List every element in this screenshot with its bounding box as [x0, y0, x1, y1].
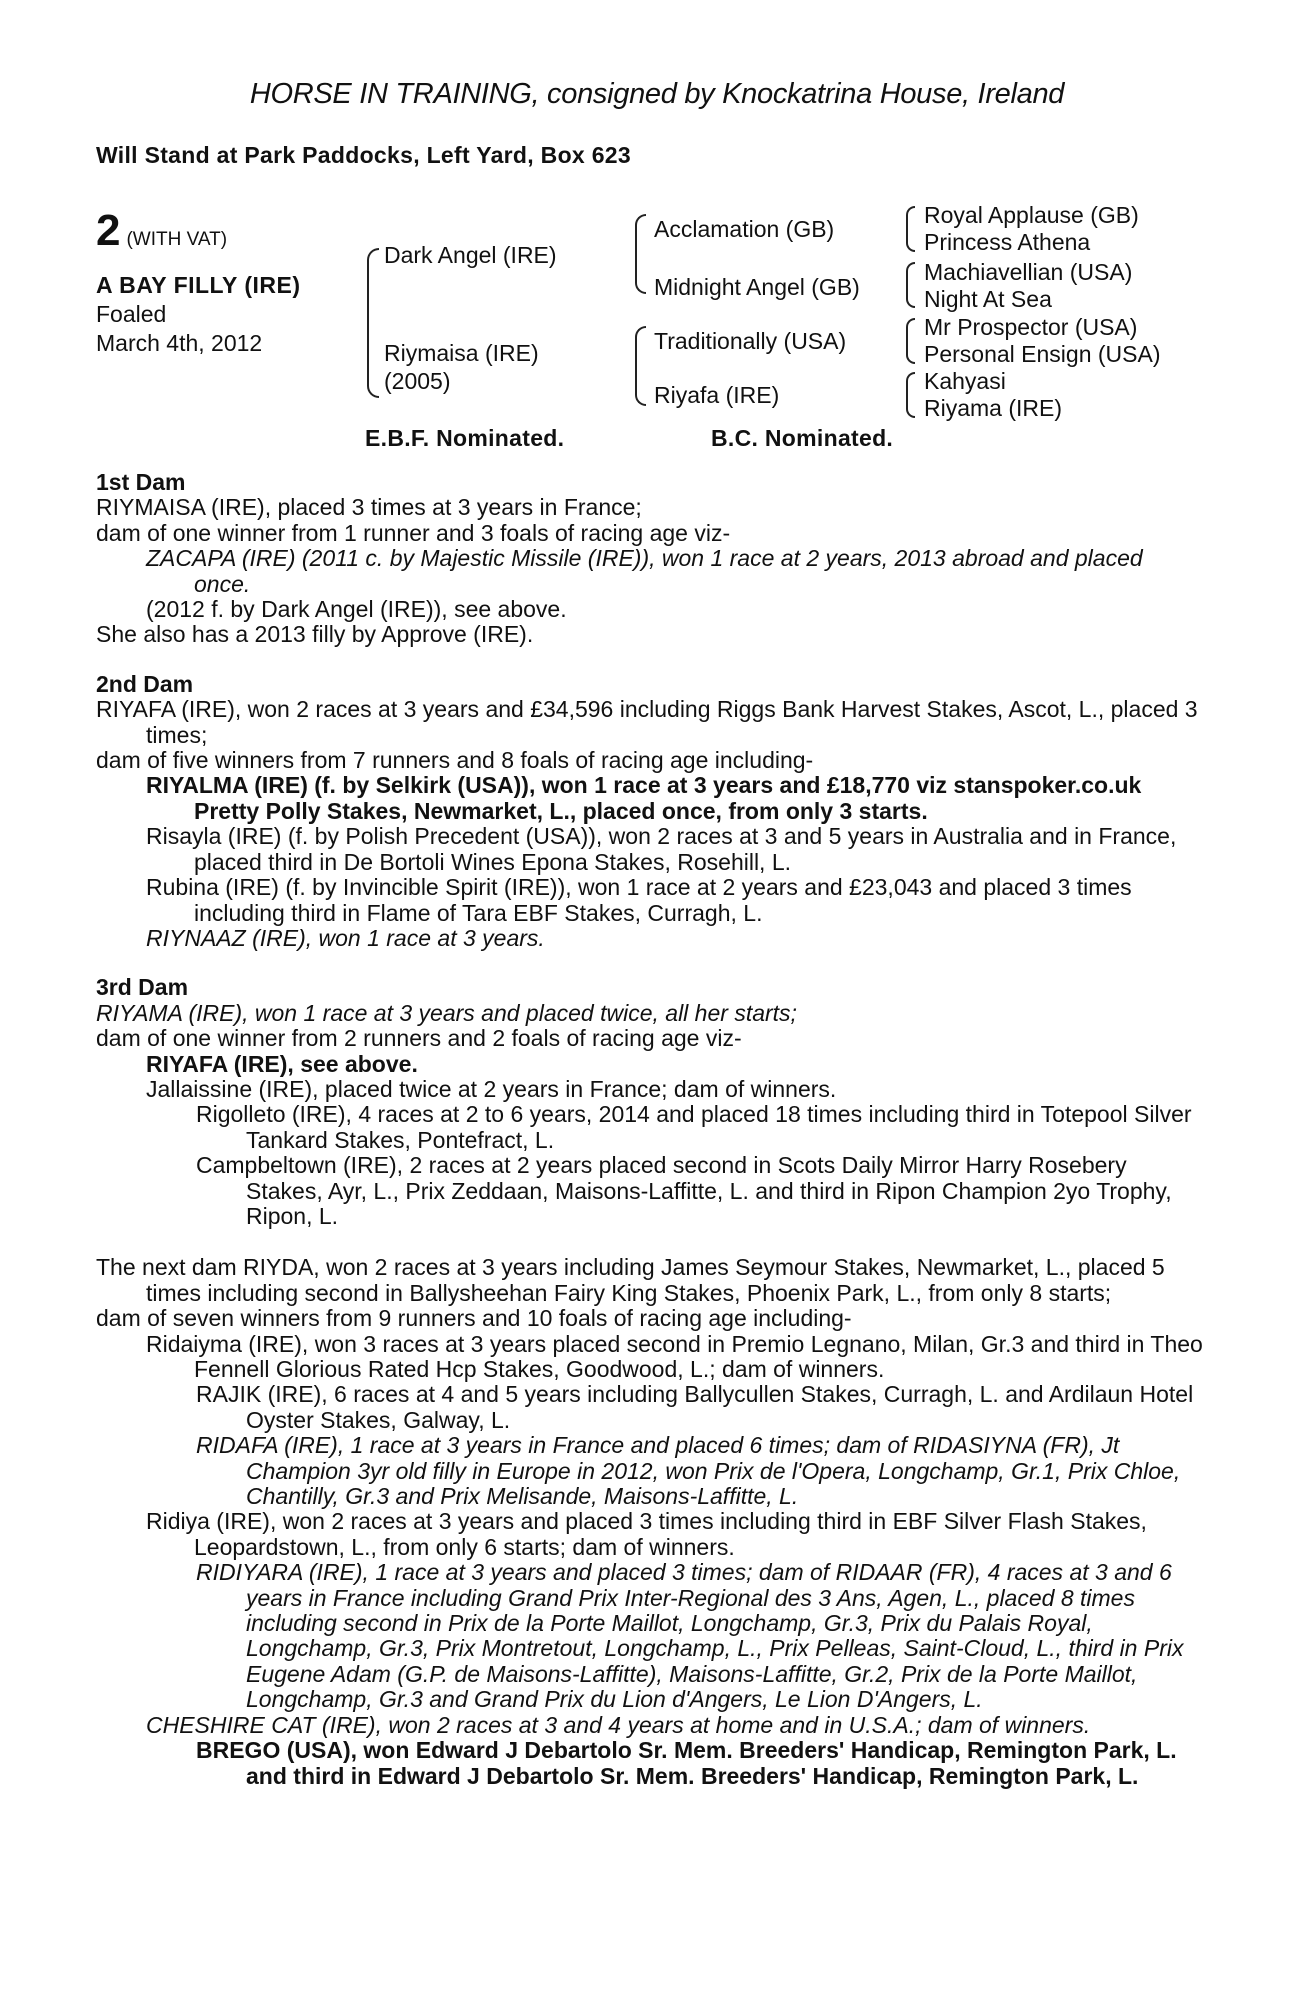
next-dam-foal: CHESHIRE CAT (IRE), won 2 races at 3 and 4 years at home and in U.S.A.; dam of winners. — [146, 1711, 1091, 1738]
pedigree-brace-3b — [906, 262, 915, 308]
pedigree-sds: Machiavellian (USA) — [924, 259, 1133, 285]
foaled-date: March 4th, 2012 — [96, 330, 263, 356]
second-dam-title: 2nd Dam — [96, 670, 194, 697]
pedigree-sdd: Night At Sea — [924, 286, 1052, 312]
first-dam-line: RIYMAISA (IRE), placed 3 times at 3 years in France; — [96, 494, 642, 521]
third-dam-line: RIYAMA (IRE), won 1 race at 3 years and placed twice, all her starts; — [96, 999, 797, 1026]
third-dam-foal: Jallaissine (IRE), placed twice at 2 years in France; dam of winners. — [146, 1075, 837, 1102]
consignor-banner: HORSE IN TRAINING, consigned by Knockatrina House, Ireland — [249, 78, 1065, 110]
next-dam-foal: Ridiya (IRE), won 2 races at 3 years and placed 3 times including third in EBF Silver Flash Stakes, Leopardstown, L., from only 6 starts; dam of winners. — [146, 1508, 1147, 1560]
pedigree-brace-3d — [906, 372, 915, 418]
pedigree-brace-1 — [367, 248, 379, 398]
first-dam-foal: ZACAPA (IRE) (2011 c. by Majestic Missile (IRE)), won 1 race at 2 years, 2013 abroad and placed once. — [146, 545, 1143, 597]
pedigree-dam-sire: Traditionally (USA) — [654, 328, 847, 354]
next-dam-line: dam of seven winners from 9 runners and 10 foals of racing age including- — [96, 1305, 852, 1332]
bc-nominated: B.C. Nominated. — [711, 425, 894, 451]
pedigree-ddd: Riyama (IRE) — [924, 395, 1063, 421]
third-dam-grandfoal: Campbeltown (IRE), 2 races at 2 years placed second in Scots Daily Mirror Harry Rosebery Stakes, Ayr, L., Prix Zeddaan, Maisons-Laffitte, L. and third in Ripon Champion 2yo Trophy, Ripon, L. — [196, 1152, 1172, 1229]
third-dam-title: 3rd Dam — [96, 974, 189, 1001]
first-dam-line: dam of one winner from 1 runner and 3 foals of racing age viz- — [96, 519, 731, 546]
second-dam-foal: RIYALMA (IRE) (f. by Selkirk (USA)), won 1 race at 3 years and £18,770 viz stanspoker.co.uk Pretty Polly Stakes, Newmarket, L., placed once, from only 3 starts. — [146, 772, 1142, 824]
second-dam-line: dam of five winners from 7 runners and 8 foals of racing age including- — [96, 747, 814, 774]
next-dam-grandfoal: RIDAFA (IRE), 1 race at 3 years in France and placed 6 times; dam of RIDASIYNA (FR), Jt Champion 3yr old filly in Europe in 2012, won Prix de l'Opera, Longchamp, Gr.1, Prix Chloe, Chantilly, Gr.3 and Prix Melisande, Maisons-Laffitte, L. — [196, 1432, 1181, 1510]
lot-heading — [96, 206, 227, 256]
lot-name: A BAY FILLY (IRE) — [96, 272, 301, 298]
first-dam-title: 1st Dam — [96, 469, 186, 495]
next-dam-grandfoal: BREGO (USA), won Edward J Debartolo Sr. Mem. Breeders' Handicap, Remington Park, L. and third in Edward J Debartolo Sr. Mem. Breeders' Handicap, Remington Park, L. — [196, 1737, 1177, 1789]
pedigree-dam-dam: Riyafa (IRE) — [654, 382, 780, 408]
foaled-info — [96, 300, 262, 358]
third-dam-line: dam of one winner from 2 runners and 2 foals of racing age viz- — [96, 1025, 742, 1052]
pedigree-dam: Riymaisa (IRE) — [384, 340, 539, 366]
second-dam-foal: Rubina (IRE) (f. by Invincible Spirit (IRE)), won 1 race at 2 years and £23,043 and placed 3 times including third in Flame of Tara EBF Stakes, Curragh, L. — [146, 874, 1132, 926]
pedigree-brace-2a — [635, 214, 646, 294]
next-dam-grandfoal: RIDIYARA (IRE), 1 race at 3 years and placed 3 times; dam of RIDAAR (FR), 4 races at 3 and 6 years in France including Grand Prix Inter-Regional des 3 Ans, Agen, L., placed 8 times including second in Prix de la Porte Maillot, Longchamp, Gr.3, Prix du Palais Royal, Longchamp, Gr.3, Prix Montretout, Longchamp, L., Prix Pelleas, Saint-Cloud, L., third in Prix Eugene Adam (G.P. de Maisons-Laffitte), Maisons-Laffitte, Gr.2, Prix de la Porte Maillot, Longchamp, Gr.3 and Grand Prix du Lion d'Angers, Le Lion D'Angers, L. — [196, 1559, 1184, 1713]
pedigree-brace-3a — [906, 206, 915, 252]
pedigree-dss: Mr Prospector (USA) — [924, 314, 1138, 340]
next-dam-line: The next dam RIYDA, won 2 races at 3 years including James Seymour Stakes, Newmarket, L., placed 5 times including second in Ballysheehan Fairy King Stakes, Phoenix Park, L., from only 8 starts; — [96, 1254, 1165, 1306]
pedigree-sire: Dark Angel (IRE) — [384, 242, 557, 268]
second-dam-foal: Risayla (IRE) (f. by Polish Precedent (USA)), won 2 races at 3 and 5 years in Australia and in France, placed third in De Bortoli Wines Epona Stakes, Rosehill, L. — [146, 823, 1177, 875]
vat-note: (WITH VAT) — [126, 229, 228, 250]
foaled-label: Foaled — [96, 301, 167, 327]
pedigree-dam-year: (2005) — [384, 368, 451, 394]
pedigree-brace-2b — [635, 326, 646, 406]
lot-number: 2 — [96, 206, 121, 255]
next-dam-foal: Ridaiyma (IRE), won 3 races at 3 years placed second in Premio Legnano, Milan, Gr.3 and third in Theo Fennell Glorious Rated Hcp Stakes, Goodwood, L.; dam of winners. — [146, 1330, 1203, 1382]
stand-location: Will Stand at Park Paddocks, Left Yard, Box 623 — [96, 142, 631, 168]
pedigree-sss: Royal Applause (GB) — [924, 202, 1139, 228]
first-dam-line: She also has a 2013 filly by Approve (IRE). — [96, 621, 534, 648]
pedigree-sire-dam: Midnight Angel (GB) — [654, 274, 860, 300]
ebf-nominated: E.B.F. Nominated. — [365, 425, 565, 451]
second-dam-foal: RIYNAAZ (IRE), won 1 race at 3 years. — [146, 924, 545, 951]
pedigree-sire-sire: Acclamation (GB) — [654, 216, 835, 242]
second-dam-line: RIYAFA (IRE), won 2 races at 3 years and £34,596 including Riggs Bank Harvest Stakes, Ascot, L., placed 3 times; — [96, 696, 1198, 748]
third-dam-grandfoal: Rigolleto (IRE), 4 races at 2 to 6 years, 2014 and placed 18 times including third in Totepool Silver Tankard Stakes, Pontefract, L. — [196, 1101, 1192, 1153]
pedigree-ssd: Princess Athena — [924, 229, 1091, 255]
next-dam-grandfoal: RAJIK (IRE), 6 races at 4 and 5 years including Ballycullen Stakes, Curragh, L. and Ardilaun Hotel Oyster Stakes, Galway, L. — [196, 1381, 1194, 1433]
pedigree-brace-3c — [906, 318, 915, 364]
pedigree-dds: Kahyasi — [924, 368, 1006, 394]
first-dam-foal: (2012 f. by Dark Angel (IRE)), see above. — [146, 596, 567, 623]
produce-record — [96, 470, 1204, 1789]
pedigree-dsd: Personal Ensign (USA) — [924, 341, 1161, 367]
third-dam-foal: RIYAFA (IRE), see above. — [146, 1050, 418, 1077]
